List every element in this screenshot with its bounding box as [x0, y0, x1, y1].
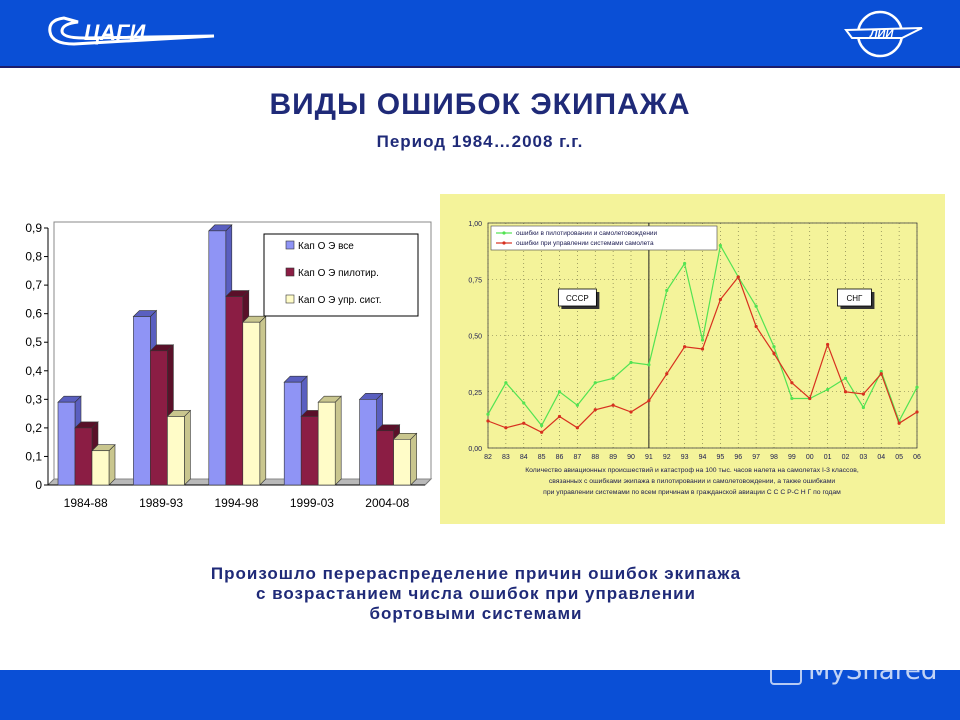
series-point [665, 372, 668, 375]
y-tick-label: 0,8 [25, 249, 42, 264]
series-point [719, 298, 722, 301]
x-tick-label: 02 [841, 454, 850, 461]
x-tick-label: 98 [770, 454, 778, 461]
bar-chart [10, 208, 435, 513]
legend-label: Кап О Э упр. сист. [298, 295, 382, 306]
conclusion-line-1: Произошло перераспределение причин ошибок экипажа [210, 564, 742, 583]
series-point [844, 377, 847, 380]
series-point [558, 415, 561, 418]
bar [394, 439, 411, 485]
legend-marker [502, 241, 505, 244]
x-tick-label: 89 [609, 454, 618, 461]
series-point [755, 325, 758, 328]
bar-side [184, 410, 190, 485]
bar-side [260, 316, 266, 485]
series-point [576, 426, 579, 429]
y-tick-label: 0,00 [468, 446, 482, 453]
x-tick-label: 03 [859, 454, 868, 461]
x-tick-label: 93 [680, 454, 689, 461]
x-tick-label: 1994-98 [214, 496, 259, 510]
conclusion-line-3: бортовыми системами [369, 604, 583, 623]
lii-logo-icon [842, 8, 926, 60]
x-tick-label: 82 [484, 454, 492, 461]
legend-label: ошибки в пилотировании и самолетовождении [516, 230, 658, 237]
bar-side [411, 433, 417, 485]
x-tick-label: 94 [698, 454, 707, 461]
bar [226, 297, 243, 485]
x-tick-label: 84 [519, 454, 528, 461]
presentation-icon [770, 659, 802, 685]
series-point [486, 413, 489, 416]
series-point [594, 408, 597, 411]
legend-label: ошибки при управлении системами самолета [516, 240, 654, 247]
x-tick-label: 04 [877, 454, 886, 461]
y-tick-label: 0,4 [25, 363, 42, 378]
series-point [522, 422, 525, 425]
conclusion-text [100, 564, 852, 624]
series-point [540, 431, 543, 434]
series-point [915, 386, 918, 389]
x-tick-label: 99 [787, 454, 796, 461]
series-point [612, 377, 615, 380]
page-title: ВИДЫ ОШИБОК ЭКИПАЖА [269, 88, 691, 121]
bar [167, 416, 184, 485]
x-tick-label: 92 [662, 454, 671, 461]
x-tick-label: 97 [752, 454, 761, 461]
series-point [486, 419, 489, 422]
x-tick-label: 06 [913, 454, 921, 461]
tsagi-logo-text: ЦАГИ [84, 20, 146, 45]
series-point [844, 390, 847, 393]
bar-side [109, 445, 115, 485]
series-point [826, 343, 829, 346]
series-point [701, 338, 704, 341]
series-point [880, 372, 883, 375]
series-point [772, 345, 775, 348]
bar-side [335, 396, 341, 485]
annotation-label: СССР [566, 294, 589, 303]
header-bar [0, 0, 960, 66]
x-tick-label: 91 [644, 454, 653, 461]
bar [58, 402, 75, 485]
x-tick-label: 1984-88 [63, 496, 108, 510]
y-tick-label: 0,3 [25, 392, 42, 407]
legend-swatch [286, 295, 294, 303]
legend-marker [502, 231, 505, 234]
page-subtitle: Период 1984…2008 г.г. [376, 132, 584, 151]
series-point [683, 262, 686, 265]
bar [92, 451, 109, 485]
bar [150, 351, 167, 485]
header-divider [0, 66, 960, 68]
x-tick-label: 1989-93 [139, 496, 184, 510]
y-tick-label: 0,25 [468, 389, 482, 397]
series-point [898, 422, 901, 425]
legend-label: Кап О Э пилотир. [298, 268, 379, 279]
y-tick-label: 0,5 [25, 335, 42, 350]
bar [301, 416, 318, 485]
bar-legend [264, 234, 418, 316]
y-tick-label: 0,1 [25, 449, 42, 464]
x-tick-label: 2004-08 [365, 496, 410, 510]
y-tick-label: 0,50 [468, 333, 482, 341]
watermark [770, 656, 937, 686]
x-tick-label: 88 [591, 454, 600, 461]
series-point [790, 397, 793, 400]
bar [377, 431, 394, 485]
annotation-label: СНГ [846, 294, 863, 303]
x-tick-label: 90 [627, 454, 635, 461]
conclusion-line-2: с возрастанием числа ошибок при управлении [255, 584, 697, 603]
y-tick-label: 0,2 [25, 420, 42, 435]
bar [133, 317, 150, 485]
series-point [790, 381, 793, 384]
x-tick-label: 83 [501, 454, 510, 461]
watermark-text: MyShared [808, 656, 938, 686]
series-point [504, 381, 507, 384]
x-tick-label: 96 [734, 454, 743, 461]
legend-swatch [286, 241, 294, 249]
chart-caption-line: при управлении системами по всем причинам в гражданской авиации С С С Р-С Н Г по годам [543, 489, 841, 496]
series-point [826, 388, 829, 391]
series-point [629, 361, 632, 364]
series-point [755, 305, 758, 308]
series-point [665, 289, 668, 292]
y-tick-label: 0 [35, 478, 42, 492]
chart-caption-line: связанных с ошибками экипажа в пилотировании и самолетовождении, а также ошибками [548, 478, 836, 485]
y-tick-label: 0,9 [25, 221, 42, 235]
x-tick-label: 95 [716, 454, 725, 461]
x-tick-label: 87 [573, 454, 582, 461]
series-point [647, 399, 650, 402]
bar [360, 399, 377, 485]
series-point [915, 410, 918, 413]
series-point [647, 363, 650, 366]
bar [243, 322, 260, 485]
x-tick-label: 05 [895, 454, 904, 461]
series-point [862, 392, 865, 395]
x-tick-label: 85 [537, 454, 546, 461]
series-point [558, 390, 561, 393]
series-point [862, 406, 865, 409]
series-point [594, 381, 597, 384]
series-point [629, 410, 632, 413]
series-point [504, 426, 507, 429]
y-tick-label: 1,00 [468, 221, 482, 228]
line-legend [491, 226, 717, 250]
series-point [612, 404, 615, 407]
series-point [701, 347, 704, 350]
chart-caption-line: Количество авиационных происшествий и катастроф на 100 тыс. часов налета на самолетах I-3 классов, [525, 467, 859, 474]
bar [318, 402, 335, 485]
series-point [719, 244, 722, 247]
legend-swatch [286, 268, 294, 276]
x-tick-label: 86 [555, 454, 564, 461]
bar [75, 428, 92, 485]
y-tick-label: 0,75 [468, 277, 482, 285]
y-tick-label: 0,6 [25, 306, 42, 321]
series-point [540, 424, 543, 427]
series-point [576, 404, 579, 407]
lii-logo-text: ЛИИ [870, 28, 894, 40]
series-point [772, 352, 775, 355]
x-tick-label: 1999-03 [289, 496, 334, 510]
bar [284, 382, 301, 485]
legend-label: Кап О Э все [298, 241, 354, 252]
bar [209, 231, 226, 485]
series-point [808, 397, 811, 400]
y-tick-label: 0,7 [25, 278, 42, 293]
tsagi-logo-icon [44, 14, 220, 50]
x-tick-label: 01 [823, 454, 832, 461]
x-tick-label: 00 [805, 454, 814, 461]
line-chart [440, 194, 945, 524]
series-point [522, 401, 525, 404]
series-point [683, 345, 686, 348]
series-point [737, 275, 740, 278]
